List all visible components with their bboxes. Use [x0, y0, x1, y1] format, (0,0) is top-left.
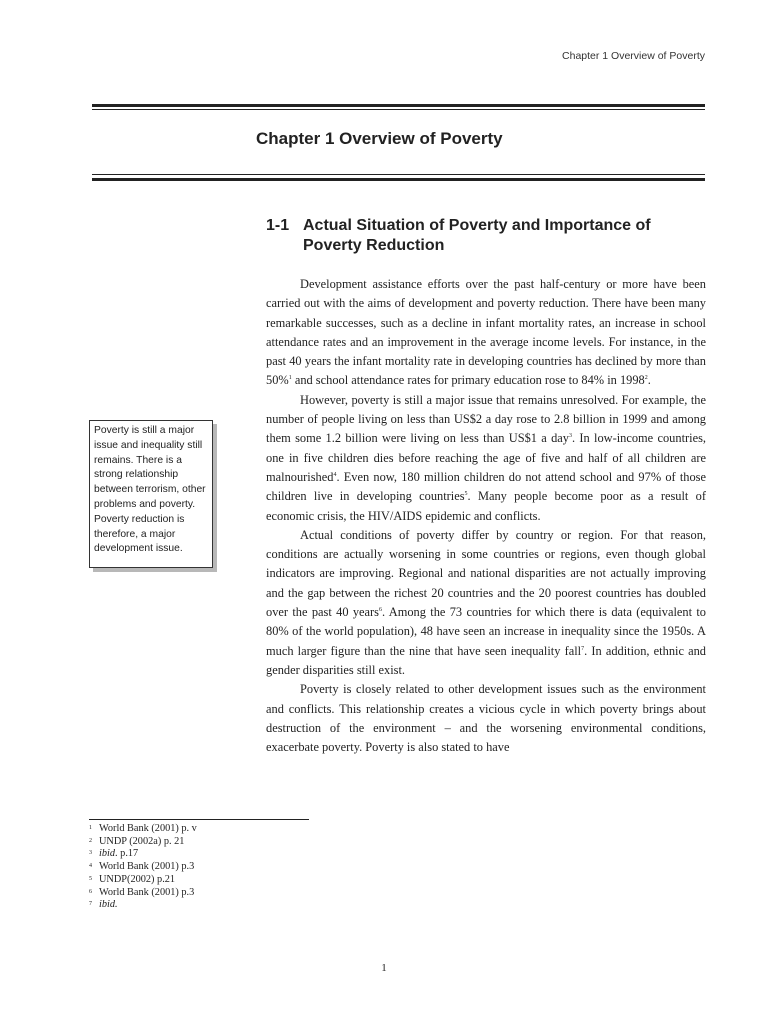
footnote-ref[interactable]: 1 [288, 375, 292, 382]
footnote-text: UNDP(2002) p.21 [99, 873, 176, 885]
section-title: Actual Situation of Poverty and Importance of Poverty Reduction [303, 217, 651, 254]
footnote-ref[interactable]: 7 [581, 645, 585, 652]
paragraph-text: Poverty is closely related to other development issues such as the environment and conflicts. This relationship creates a vicious cycle in which poverty brings about destruction of the environment – and the worsening environmental conditions, exacerbate poverty. Poverty is also stated to have [266, 682, 706, 755]
footnote-ref[interactable]: 5 [464, 491, 468, 498]
footnote-text: World Bank (2001) p.3 [99, 886, 195, 898]
running-head: Chapter 1 Overview of Poverty [562, 50, 705, 62]
body-paragraph [266, 391, 706, 526]
footnote-number: 4 [89, 863, 92, 870]
footnote [89, 836, 197, 849]
paragraph-text: Development assistance efforts over the past half-century or more have been carried out with the aims of development and poverty reduction. There have been many remarkable successes, such as a decline in infant mortality rates, an increase in school attendance rates and an improvement in the average income levels. For instance, in the past 40 years the infant mortality rate in developing countries has declined by more than 50% [266, 277, 706, 388]
footnote-text: ibid [99, 848, 116, 860]
section-heading [266, 216, 706, 256]
footnote-ref[interactable]: 3 [568, 433, 572, 440]
body-paragraph [266, 275, 706, 391]
footnote [89, 887, 197, 900]
footnote-ref[interactable]: 6 [379, 606, 382, 613]
paragraph-text: Actual conditions of poverty differ by country or region. For that reason, conditions are actually worsening in some countries or regions, even though global indicators are improving. Regional and national disparities are not actually improving and the gap between the richest 20 countries and the 20 poorest countries has doubled over the past 40 years [266, 527, 706, 620]
section-number: 1-1 [266, 217, 290, 234]
paragraph-text: . Among the 73 countries for which there is data (equivalent to 80% of the world population), 48 have seen an increase in inequality since the 1950s. A much larger figure than the nine that have seen inequality fall [266, 605, 706, 658]
footnote-number: 2 [89, 837, 92, 844]
paragraph-text: . [647, 373, 651, 388]
body-paragraph [266, 680, 706, 757]
margin-note-box: Poverty is still a major issue and inequality still remains. There is a strong relationship between terrorism, other problems and poverty. Poverty reduction is therefore, a major development issue. [89, 420, 213, 568]
footnote [89, 848, 197, 861]
footnote-ref[interactable]: 2 [644, 375, 648, 382]
footnote-text-tail: . p.17 [115, 848, 139, 860]
header-rule-thick [92, 104, 705, 107]
paragraph-text: and school attendance rates for primary education rose to 84% in 1998 [291, 373, 645, 388]
footnote-number: 5 [89, 875, 92, 882]
footnote-text: ibid. [99, 899, 118, 911]
footnote-ref[interactable]: 4 [333, 471, 337, 478]
footnote [89, 899, 197, 912]
paragraph-text: . Many people become poor as a result of economic crisis, the HIV/AIDS epidemic and conflicts. [266, 489, 706, 523]
header-rule-thin [92, 109, 705, 110]
footnote-number: 6 [89, 888, 92, 895]
paragraph-text: . In low-income countries, one in five children dies before reaching the age of five and half of all children are malnourished [266, 431, 706, 484]
footnote-text: World Bank (2001) p. v [99, 823, 197, 834]
footnote-number: 7 [89, 901, 92, 908]
title-rule-thick [92, 178, 705, 181]
paragraph-text: . Even now, 180 million children do not attend school and 97% of those children live in developing countries [266, 469, 706, 504]
footnote-text: World Bank (2001) p.3 [99, 861, 195, 873]
footnote-text: UNDP (2002a) p. 21 [99, 835, 185, 847]
paragraph-text: However, poverty is still a major issue that remains unresolved. For example, the number of people living on less than US$2 a day rose to 2.8 billion in 1999 and among them some 1.2 billion were living on less than US$1 a day [266, 392, 706, 446]
paragraph-text: . In addition, ethnic and gender disparities still exist. [266, 643, 706, 677]
title-rule-thin [92, 174, 705, 175]
footnote-number: 3 [89, 850, 92, 857]
body-text [266, 275, 706, 757]
footnote [89, 861, 197, 874]
body-paragraph [266, 526, 706, 680]
chapter-title: Chapter 1 Overview of Poverty [256, 129, 503, 148]
page-number: 1 [381, 962, 387, 974]
footnote-rule [89, 819, 309, 820]
footnote [89, 823, 197, 836]
footnote-number: 1 [89, 825, 92, 831]
footnote [89, 874, 197, 887]
footnotes [89, 823, 197, 912]
